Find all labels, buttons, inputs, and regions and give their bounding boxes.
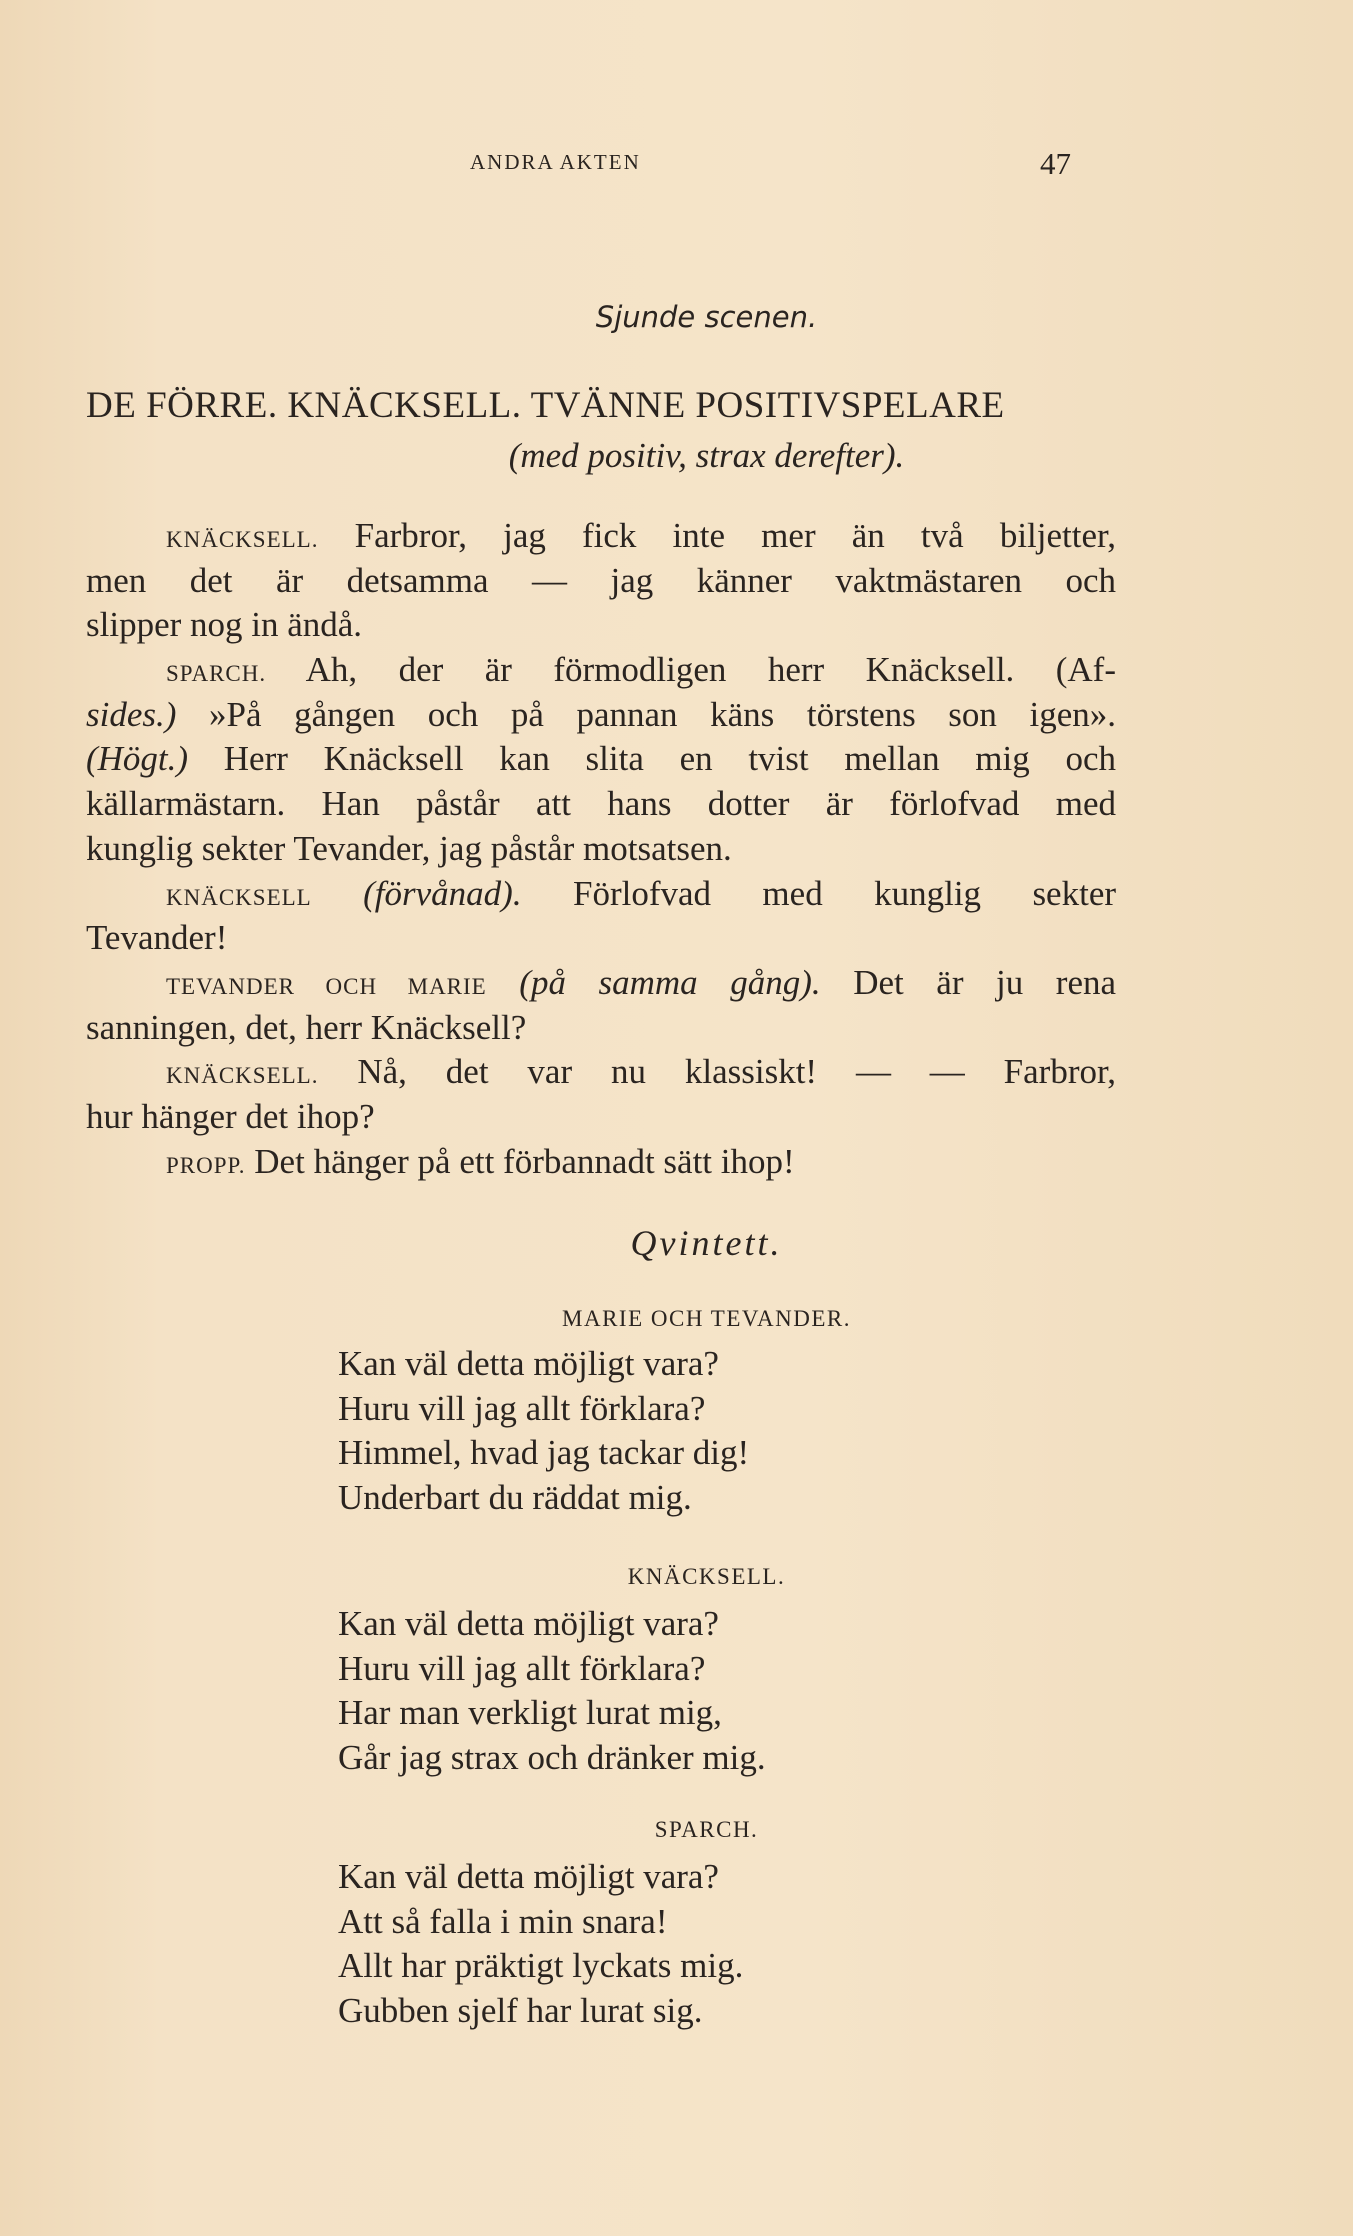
stage-direction: sides.) (86, 694, 177, 734)
verse-line: Allt har präktigt lyckats mig. (338, 1946, 744, 1985)
speech-text: Förlofvad med kunglig sekter (573, 873, 1117, 913)
stage-direction: (på samma gång). (519, 962, 821, 1002)
verse-line: Kan väl detta möjligt vara? (338, 1344, 719, 1383)
dialogue-line (86, 559, 1116, 604)
speaker-name: KNÄCKSELL. (166, 527, 319, 552)
speech-text: sanningen, det, herr Knäcksell? (86, 1007, 527, 1047)
dialogue-line (86, 1095, 1116, 1140)
verse-line: Huru vill jag allt förklara? (338, 1388, 706, 1428)
stage-direction: (förvånad). (363, 873, 522, 913)
verse-stanza (338, 1855, 743, 2033)
dialogue-line (86, 693, 1116, 738)
dialogue-line (86, 1050, 1116, 1095)
speaker-name: KNÄCKSELL. (166, 1063, 319, 1089)
verse-line: Kan väl detta möjligt vara? (338, 1857, 719, 1896)
quintet-title: Qvintett. (630, 1223, 783, 1263)
speech-text: hur hänger det ihop? (86, 1096, 375, 1136)
speech-text: Det är ju rena (853, 962, 1117, 1002)
dialogue-line (86, 1006, 1116, 1051)
verse-line: Underbart du räddat mig. (338, 1477, 692, 1517)
speech-text: Nå, det var nu klassiskt! — — Farbror, (357, 1052, 1116, 1092)
page-number: 47 (1040, 146, 1071, 181)
speaker-name: KNÄCKSELL (166, 884, 312, 910)
speech-text: Farbror, jag fick inte mer än två biljetter, (354, 516, 1117, 555)
verse-line: Går jag strax och dränker mig. (338, 1737, 766, 1777)
verse-line: Himmel, hvad jag tackar dig! (338, 1433, 750, 1472)
verse-stanza (338, 1602, 766, 1780)
cast-list: DE FÖRRE. KNÄCKSELL. TVÄNNE POSITIVSPELARE (86, 385, 1005, 426)
speech-text: Det hänger på ett förbannadt sätt ihop! (254, 1141, 795, 1181)
dialogue-line (86, 872, 1116, 917)
dialogue-line (86, 916, 1116, 961)
speech-text: källarmästarn. Han påstår att hans dotter är förlofvad med (86, 784, 1116, 824)
dialogue-line (86, 827, 1116, 872)
speech-text: men det är detsamma — jag känner vaktmästaren och (86, 560, 1116, 600)
dialogue-line (86, 603, 1116, 648)
running-head-title: ANDRA AKTEN (470, 150, 641, 174)
speech-text: slipper nog in ändå. (86, 605, 363, 645)
scene-title: Sjunde scenen. (595, 300, 818, 334)
stanza-speaker: MARIE OCH TEVANDER. (562, 1306, 851, 1331)
verse-line: Gubben sjelf har lurat sig. (338, 1990, 703, 2030)
verse-stanza (338, 1342, 749, 1520)
speaker-name: SPARCH. (166, 661, 267, 687)
verse-line: Huru vill jag allt förklara? (338, 1648, 706, 1688)
stage-direction: (Högt.) (86, 739, 189, 779)
dialogue-block (86, 514, 1116, 1184)
speech-text: Ah, der är förmodligen herr Knäcksell. (Af- (305, 650, 1116, 690)
stanza-speaker: KNÄCKSELL. (627, 1564, 786, 1589)
stanza-speaker: SPARCH. (654, 1817, 759, 1842)
speech-text: Tevander! (86, 918, 228, 958)
dialogue-line (86, 1140, 1116, 1185)
dialogue-line (86, 961, 1116, 1006)
verse-line: Har man verkligt lurat mig, (338, 1693, 722, 1732)
dialogue-line (86, 648, 1116, 693)
verse-line: Kan väl detta möjligt vara? (338, 1604, 719, 1643)
verse-line: Att så falla i min snara! (338, 1901, 668, 1941)
speech-text: kunglig sekter Tevander, jag påstår motsatsen. (86, 828, 732, 868)
speaker-name: PROPP. (166, 1152, 246, 1178)
speaker-name: TEVANDER OCH MARIE (166, 973, 487, 999)
dialogue-line (86, 737, 1116, 782)
dialogue-line (86, 782, 1116, 827)
speech-text: Herr Knäcksell kan slita en tvist mellan mig och (223, 739, 1117, 779)
dialogue-line (86, 514, 1116, 559)
speech-text: »På gången och på pannan käns törstens son igen». (209, 694, 1117, 734)
cast-stage-direction: (med positiv, strax derefter). (508, 436, 905, 475)
